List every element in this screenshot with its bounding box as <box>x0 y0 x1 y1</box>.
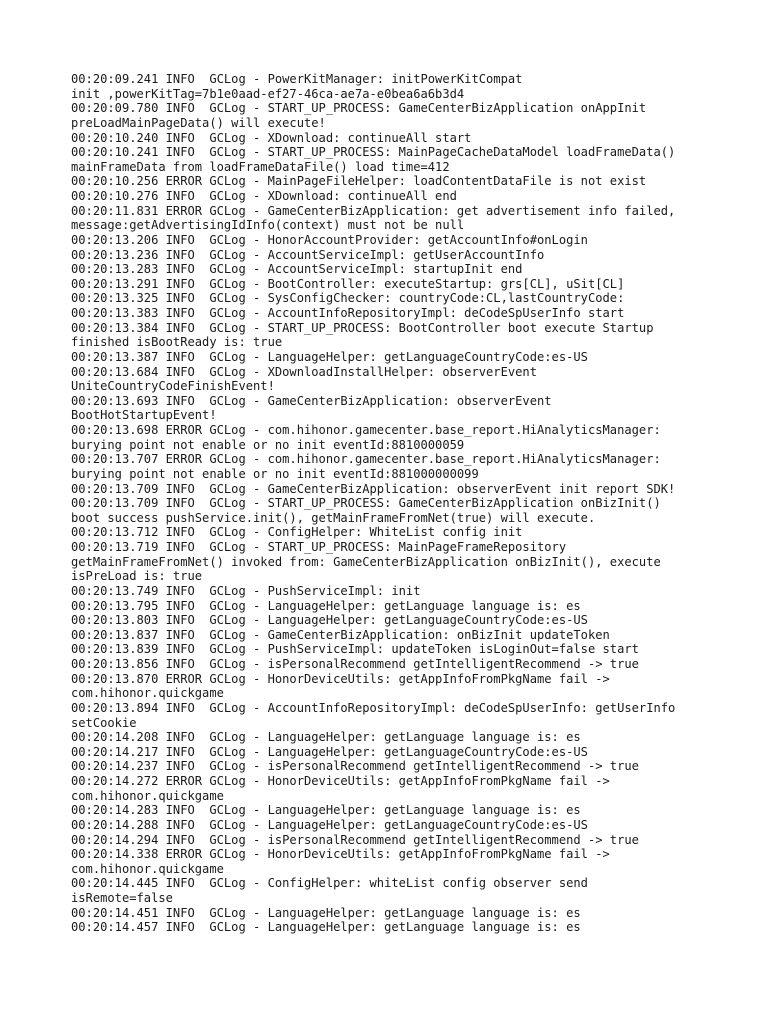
log-line: boot success pushService.init(), getMainFrameFromNet(true) will execute. <box>71 510 596 525</box>
log-line: 00:20:14.272 ERROR GCLog - HonorDeviceUtils: getAppInfoFromPkgName fail -> <box>71 774 610 788</box>
log-line: 00:20:10.241 INFO GCLog - START_UP_PROCESS: MainPageCacheDataModel loadFrameData() <box>71 145 676 160</box>
log-line: 00:20:10.240 INFO GCLog - XDownload: continueAll start <box>71 130 472 145</box>
log-line: 00:20:09.780 INFO GCLog - START_UP_PROCESS: GameCenterBizApplication onAppInit <box>71 101 647 116</box>
log-line: 00:20:13.693 INFO GCLog - GameCenterBizApplication: observerEvent <box>71 393 552 408</box>
log-line: 00:20:14.283 INFO GCLog - LanguageHelper: getLanguage language is: es <box>71 803 581 818</box>
log-line: 00:20:14.288 INFO GCLog - LanguageHelper: getLanguageCountryCode:es-US <box>71 817 588 832</box>
log-line: 00:20:13.839 INFO GCLog - PushServiceImpl: updateToken isLoginOut=false start <box>71 642 639 657</box>
log-line: 00:20:13.709 INFO GCLog - START_UP_PROCESS: GameCenterBizApplication onBizInit() <box>71 496 661 511</box>
log-line: 00:20:14.208 INFO GCLog - LanguageHelper: getLanguage language is: es <box>71 730 581 745</box>
log-line: 00:20:13.795 INFO GCLog - LanguageHelper: getLanguage language is: es <box>71 598 581 613</box>
log-line: 00:20:13.283 INFO GCLog - AccountServiceImpl: startupInit end <box>71 262 523 277</box>
log-line: com.hihonor.quickgame <box>71 861 224 876</box>
log-line: isRemote=false <box>71 891 173 905</box>
log-line: isPreLoad is: true <box>71 569 203 584</box>
log-line: 00:20:13.870 ERROR GCLog - HonorDeviceUtils: getAppInfoFromPkgName fail -> <box>71 671 610 686</box>
log-line: 00:20:13.712 INFO GCLog - ConfigHelper: WhiteList config init <box>71 525 523 540</box>
log-line: 00:20:14.457 INFO GCLog - LanguageHelper: getLanguage language is: es <box>71 920 581 935</box>
log-line: 00:20:13.387 INFO GCLog - LanguageHelper: getLanguageCountryCode:es-US <box>71 349 588 364</box>
log-line: 00:20:13.325 INFO GCLog - SysConfigChecker: countryCode:CL,lastCountryCode: <box>71 291 625 306</box>
log-line: mainFrameData from loadFrameDataFile() load time=412 <box>71 159 450 174</box>
log-line: message:getAdvertisingIdInfo(context) must not be null <box>71 218 465 233</box>
log-line: 00:20:13.719 INFO GCLog - START_UP_PROCESS: MainPageFrameRepository <box>71 540 567 554</box>
document-page <box>71 72 731 935</box>
log-line: 00:20:14.294 INFO GCLog - isPersonalRecommend getIntelligentRecommend -> true <box>71 832 639 847</box>
log-line: preLoadMainPageData() will execute! <box>71 115 326 130</box>
log-line: 00:20:13.856 INFO GCLog - isPersonalRecommend getIntelligentRecommend -> true <box>71 657 639 671</box>
log-line: com.hihonor.quickgame <box>71 686 224 701</box>
log-line: 00:20:13.684 INFO GCLog - XDownloadInstallHelper: observerEvent <box>71 364 537 379</box>
log-line: UniteCountryCodeFinishEvent! <box>71 379 275 394</box>
log-line: BootHotStartupEvent! <box>71 408 217 423</box>
log-line: burying point not enable or no init eventId:8810000059 <box>71 437 465 452</box>
log-line: 00:20:13.837 INFO GCLog - GameCenterBizApplication: onBizInit updateToken <box>71 627 610 642</box>
log-line: 00:20:13.803 INFO GCLog - LanguageHelper: getLanguageCountryCode:es-US <box>71 613 588 628</box>
log-line: burying point not enable or no init eventId:881000000099 <box>71 466 479 481</box>
log-text-block <box>71 72 731 935</box>
log-line: 00:20:13.384 INFO GCLog - START_UP_PROCESS: BootController boot execute Startup <box>71 320 654 335</box>
log-line: 00:20:09.241 INFO GCLog - PowerKitManager: initPowerKitCompat <box>71 72 523 86</box>
log-line: 00:20:14.217 INFO GCLog - LanguageHelper: getLanguageCountryCode:es-US <box>71 744 588 759</box>
log-line: 00:20:13.236 INFO GCLog - AccountServiceImpl: getUserAccountInfo <box>71 247 545 262</box>
log-line: finished isBootReady is: true <box>71 335 283 350</box>
log-line: 00:20:10.276 INFO GCLog - XDownload: continueAll end <box>71 189 457 203</box>
log-line: 00:20:13.709 INFO GCLog - GameCenterBizApplication: observerEvent init report SDK! <box>71 481 676 496</box>
log-line: 00:20:11.831 ERROR GCLog - GameCenterBizApplication: get advertisement info failed, <box>71 203 676 218</box>
log-line: 00:20:14.237 INFO GCLog - isPersonalRecommend getIntelligentRecommend -> true <box>71 759 639 774</box>
log-line: getMainFrameFromNet() invoked from: GameCenterBizApplication onBizInit(), execute <box>71 554 661 569</box>
log-line: 00:20:13.291 INFO GCLog - BootController: executeStartup: grs[CL], uSit[CL] <box>71 276 625 291</box>
log-line: 00:20:13.206 INFO GCLog - HonorAccountProvider: getAccountInfo#onLogin <box>71 232 588 247</box>
log-line: setCookie <box>71 715 137 730</box>
log-line: 00:20:13.383 INFO GCLog - AccountInfoRepositoryImpl: deCodeSpUserInfo start <box>71 306 625 320</box>
log-line: 00:20:13.749 INFO GCLog - PushServiceImpl: init <box>71 583 421 598</box>
log-line: init ,powerKitTag=7b1e0aad-ef27-46ca-ae7a-e0bea6a6b3d4 <box>71 86 465 101</box>
log-line: 00:20:13.707 ERROR GCLog - com.hihonor.gamecenter.base_report.HiAnalyticsManager: <box>71 452 661 467</box>
log-line: 00:20:14.451 INFO GCLog - LanguageHelper: getLanguage language is: es <box>71 905 581 920</box>
log-line: 00:20:13.894 INFO GCLog - AccountInfoRepositoryImpl: deCodeSpUserInfo: getUserInfo <box>71 700 676 715</box>
log-line: 00:20:14.445 INFO GCLog - ConfigHelper: whiteList config observer send <box>71 876 588 891</box>
log-line: com.hihonor.quickgame <box>71 788 224 803</box>
log-line: 00:20:10.256 ERROR GCLog - MainPageFileHelper: loadContentDataFile is not exist <box>71 174 647 189</box>
log-line: 00:20:13.698 ERROR GCLog - com.hihonor.gamecenter.base_report.HiAnalyticsManager: <box>71 423 661 437</box>
log-line: 00:20:14.338 ERROR GCLog - HonorDeviceUtils: getAppInfoFromPkgName fail -> <box>71 847 610 862</box>
